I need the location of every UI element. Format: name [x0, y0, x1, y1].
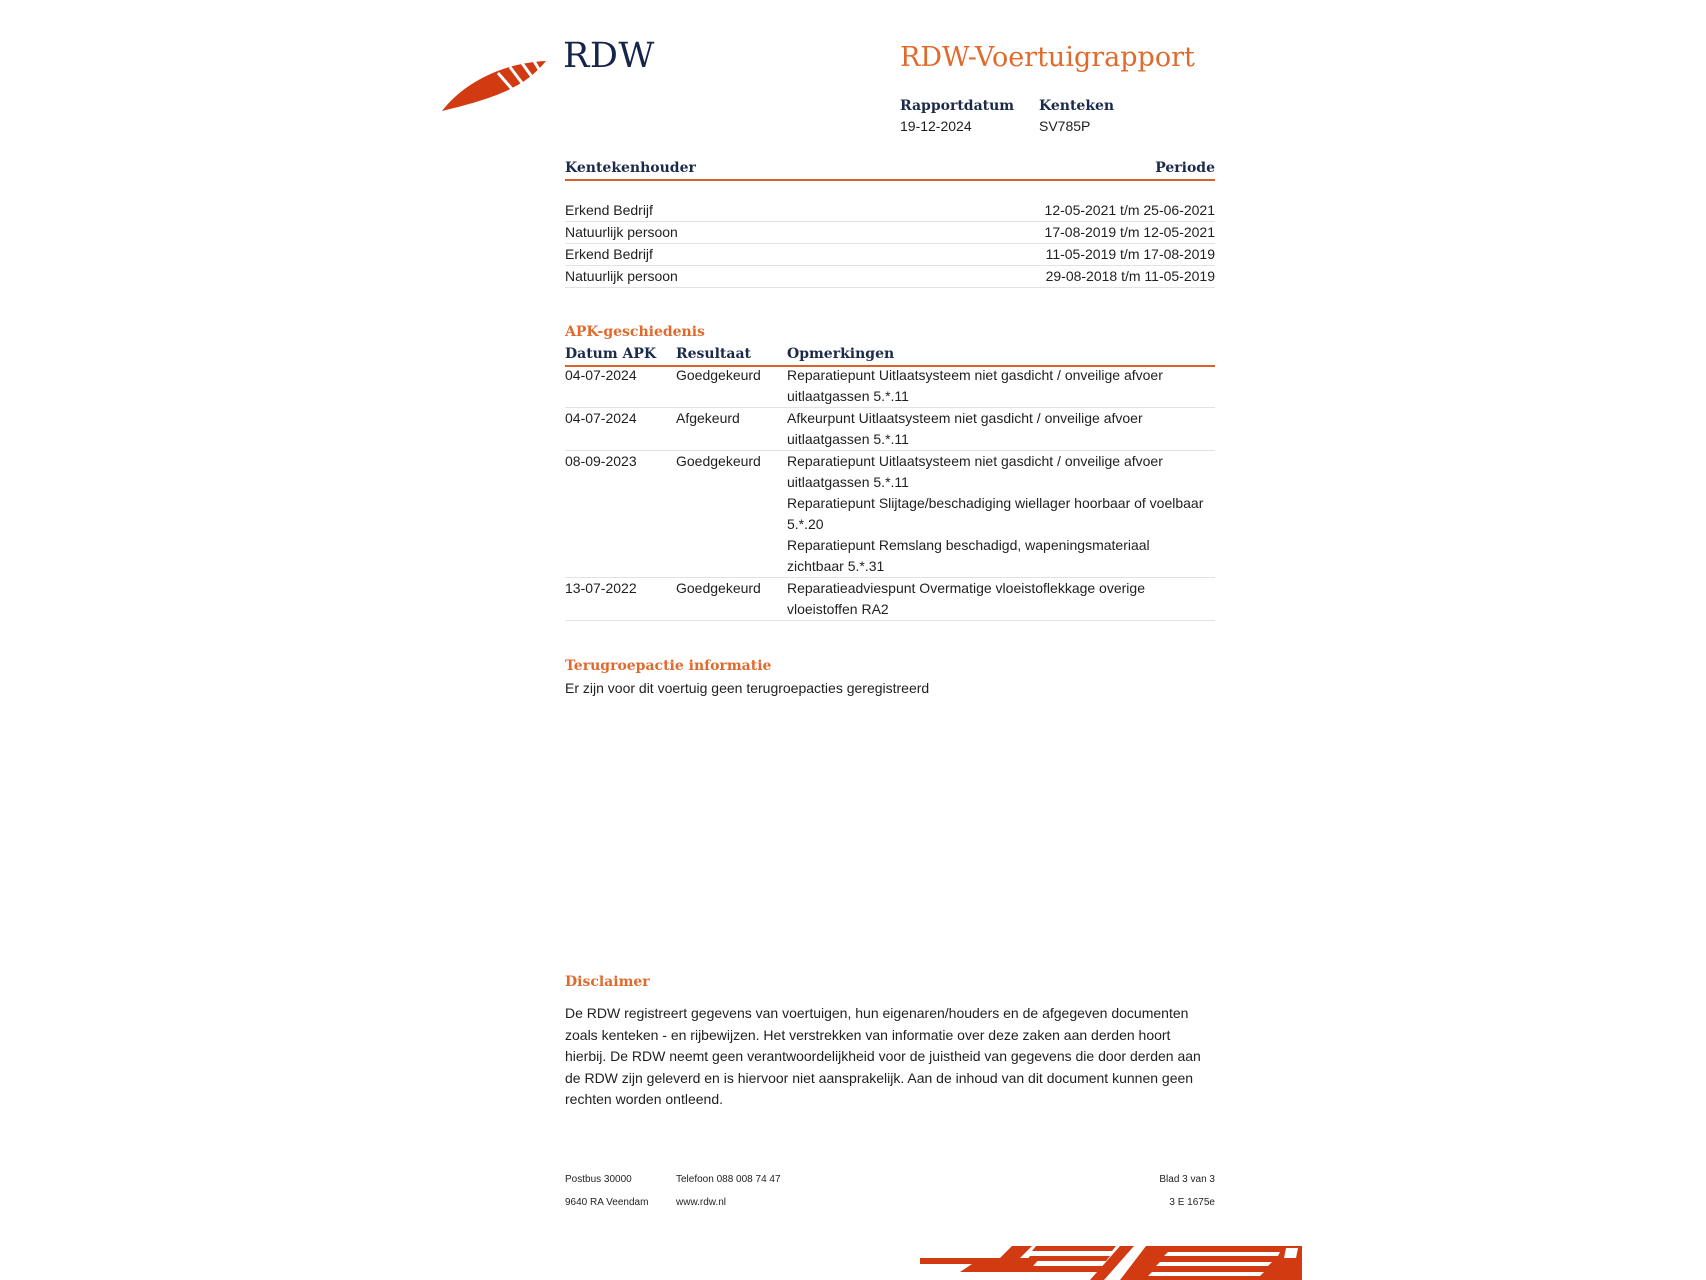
- holder-row: [565, 222, 1215, 244]
- apk-date: 04-07-2024: [565, 410, 637, 426]
- apk-result: Goedgekeurd: [676, 453, 761, 469]
- apk-result: Afgekeurd: [676, 410, 740, 426]
- holder-row: [565, 266, 1215, 288]
- apk-date: 13-07-2022: [565, 580, 637, 596]
- holder-name: Erkend Bedrijf: [565, 246, 653, 262]
- footer-postbus: Postbus 30000: [565, 1174, 632, 1185]
- holders-col-period: Periode: [1155, 160, 1215, 176]
- apk-row: [565, 408, 1215, 451]
- apk-remark: Reparatiepunt Remslang beschadigd, wapeningsmateriaal zichtbaar 5.*.31: [787, 537, 1150, 574]
- apk-date: 08-09-2023: [565, 453, 637, 469]
- disclaimer-text: De RDW registreert gegevens van voertuigen, hun eigenaren/houders en de afgegeven documenten zoals kenteken - en rijbewijzen. Het verstrekken van informatie over deze zaken aan derden hoort hierbij. De RDW neemt geen verantwoordelijkheid voor de juistheid van gegevens die door derden aan de RDW zijn geleverd en is hiervoor niet aansprakelijk. Aan de inhoud van dit document kunnen geen rechten worden ontleend.: [565, 1005, 1201, 1107]
- holder-period: 17-08-2019 t/m 12-05-2021: [1044, 224, 1215, 240]
- recall-text: Er zijn voor dit voertuig geen terugroepacties geregistreerd: [565, 680, 930, 696]
- apk-result: Goedgekeurd: [676, 580, 761, 596]
- apk-remark: Reparatiepunt Uitlaatsysteem niet gasdicht / onveilige afvoer uitlaatgassen 5.*.11: [787, 367, 1163, 404]
- disclaimer-title: Disclaimer: [565, 974, 650, 990]
- rdw-feather-logo-icon: [440, 55, 552, 113]
- apk-row: [565, 451, 1215, 578]
- footer-address: 9640 RA Veendam: [565, 1197, 649, 1208]
- apk-row: [565, 578, 1215, 621]
- apk-remark: Reparatieadviespunt Overmatige vloeistoflekkage overige vloeistoffen RA2: [787, 580, 1145, 617]
- apk-remark: Reparatiepunt Uitlaatsysteem niet gasdicht / onveilige afvoer uitlaatgassen 5.*.11: [787, 453, 1163, 490]
- holder-row: [565, 244, 1215, 266]
- holder-row: [565, 200, 1215, 222]
- footer-page: Blad 3 van 3: [1159, 1174, 1215, 1185]
- holders-table: [565, 200, 1215, 288]
- apk-result: Goedgekeurd: [676, 367, 761, 383]
- report-title: RDW-Voertuigrapport: [900, 42, 1195, 73]
- footer-code: 3 E 1675e: [1169, 1197, 1215, 1208]
- rdw-stripes-decoration-icon: [920, 1242, 1306, 1280]
- apk-col-result: Resultaat: [676, 346, 751, 362]
- apk-row: [565, 365, 1215, 408]
- holder-name: Erkend Bedrijf: [565, 202, 653, 218]
- recall-title: Terugroepactie informatie: [565, 658, 772, 674]
- holder-name: Natuurlijk persoon: [565, 224, 678, 240]
- apk-title: APK-geschiedenis: [565, 324, 705, 340]
- apk-remark: Reparatiepunt Slijtage/beschadiging wiellager hoorbaar of voelbaar 5.*.20: [787, 495, 1204, 532]
- apk-col-date: Datum APK: [565, 346, 657, 362]
- footer-phone: Telefoon 088 008 74 47: [676, 1174, 781, 1185]
- rapportdatum-label: Rapportdatum: [900, 98, 1015, 114]
- holder-period: 29-08-2018 t/m 11-05-2019: [1045, 268, 1215, 284]
- logo-text: RDW: [563, 36, 655, 76]
- kenteken-value: SV785P: [1039, 118, 1091, 134]
- apk-remark: Afkeurpunt Uitlaatsysteem niet gasdicht / onveilige afvoer uitlaatgassen 5.*.11: [787, 410, 1143, 447]
- apk-table: [565, 365, 1215, 621]
- rapportdatum-value: 19-12-2024: [900, 118, 972, 134]
- footer-web: www.rdw.nl: [676, 1197, 727, 1208]
- apk-date: 04-07-2024: [565, 367, 637, 383]
- holder-name: Natuurlijk persoon: [565, 268, 678, 284]
- holders-header-rule: [565, 179, 1215, 181]
- apk-col-remarks: Opmerkingen: [787, 346, 895, 362]
- holders-col-holder: Kentekenhouder: [565, 160, 696, 176]
- holder-period: 12-05-2021 t/m 25-06-2021: [1044, 202, 1215, 218]
- holder-period: 11-05-2019 t/m 17-08-2019: [1045, 246, 1215, 262]
- kenteken-label: Kenteken: [1039, 98, 1115, 114]
